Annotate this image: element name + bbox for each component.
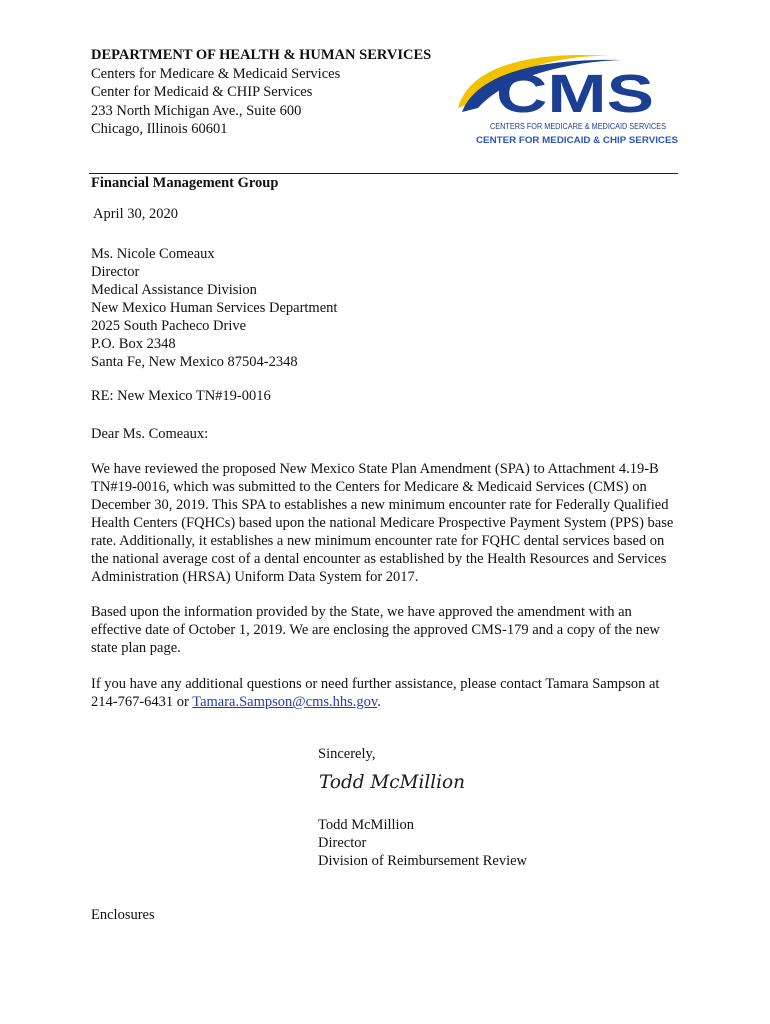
signer-division: Division of Reimbursement Review [318,853,528,869]
signature-block [318,816,527,870]
handwritten-signature [317,768,469,796]
signature-text: Todd McMillion [319,771,465,793]
body-paragraph-1: We have reviewed the proposed New Mexico State Plan Amendment (SPA) to Attachment 4.19-B TN#19-0016, which was submitted to the Centers for Medicare & Medicaid Services (CMS) on December 30, 2019. This SPA to establishes a new minimum encounter rate for Federally Qualified Health Centers (FQHCs) based upon the national Medicare Prospective Payment System (PPS) base rate. Additionally, it establishes a new minimum encounter rate for FQHC dental services based on the national average cost of a dental encounter as established by the Health Resources and Services Administration (HRSA) Uniform Data System for 2017. [91,461,674,585]
cms-wordmark: CMS [496,64,654,124]
letterhead-address [91,46,431,139]
re-line: RE: New Mexico TN#19-0016 [91,388,271,404]
signer-title: Director [318,835,367,851]
contact-period: . [377,694,381,710]
closing: Sincerely, [318,746,376,762]
recipient-line: Director [91,264,140,280]
recipient-line: New Mexico Human Services Department [91,300,338,316]
body-paragraph-2: Based upon the information provided by the State, we have approved the amendment with an effective date of October 1, 2019. We are enclosing the approved CMS-179 and a copy of the new state plan page. [91,604,660,656]
letterhead-line: Chicago, Illinois 60601 [91,121,228,138]
group-name: Financial Management Group [91,175,279,191]
body-paragraph-3 [91,675,681,711]
cms-logo [452,46,684,150]
recipient-line: 2025 South Pacheco Drive [91,318,247,334]
letter-date: April 30, 2020 [93,206,178,222]
recipient-line: Ms. Nicole Comeaux [91,246,215,262]
recipient-line: P.O. Box 2348 [91,336,176,352]
letterhead-line: 233 North Michigan Ave., Suite 600 [91,102,302,119]
recipient-line: Medical Assistance Division [91,282,257,298]
letterhead-line: Centers for Medicare & Medicaid Services [91,65,341,82]
recipient-address [91,245,337,371]
contact-email-link[interactable]: Tamara.Sampson@cms.hhs.gov [192,694,378,710]
recipient-line: Santa Fe, New Mexico 87504-2348 [91,354,298,370]
signer-name: Todd McMillion [318,817,415,833]
enclosures-label: Enclosures [91,907,155,923]
logo-tagline-cmcs: CENTER FOR MEDICAID & CHIP SERVICES [476,135,679,146]
department-name: DEPARTMENT OF HEALTH & HUMAN SERVICES [91,47,432,63]
logo-tagline-cms: CENTERS FOR MEDICARE & MEDICAID SERVICES [490,121,667,131]
contact-text: If you have any additional questions or need further assistance, please contact Tamara Sampson at 214-767-6431 or [91,676,660,710]
letterhead-line: Center for Medicaid & CHIP Services [91,84,313,101]
salutation: Dear Ms. Comeaux: [91,426,209,442]
